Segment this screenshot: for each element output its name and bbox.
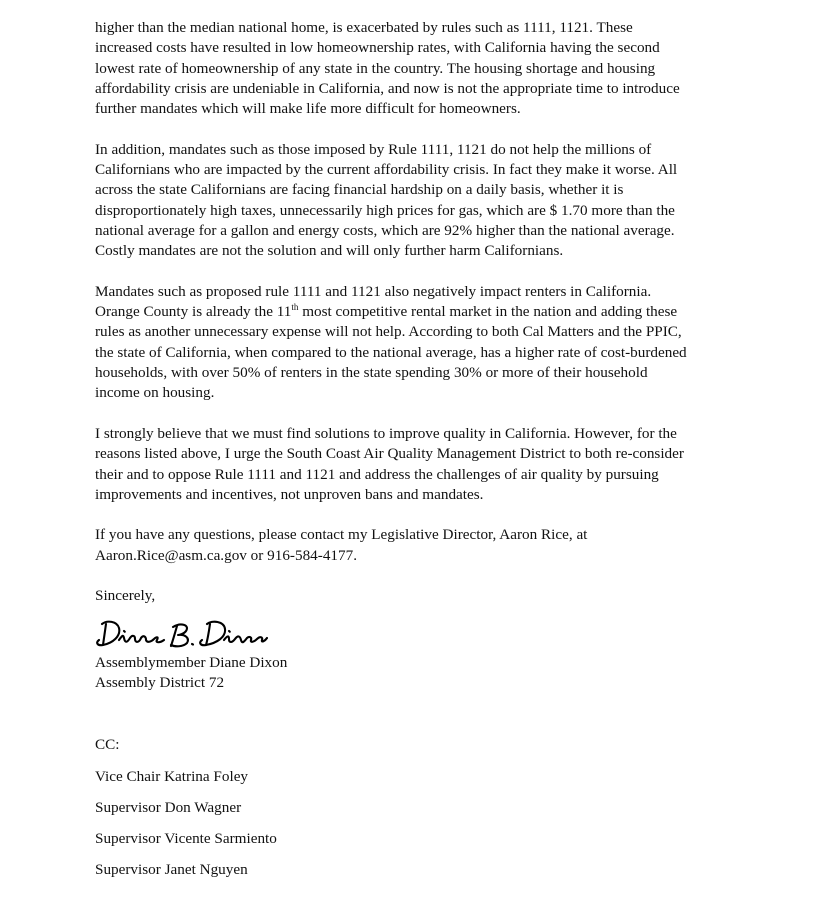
text-line: disproportionately high taxes, unnecessarily high prices for gas, which are $ 1.70 more than the [95,201,675,219]
text-line: further mandates which will make life more difficult for homeowners. [95,100,521,118]
text-line: across the state Californians are facing financial hardship on a daily basis, whether it is [95,181,624,199]
text-line: affordability crisis are undeniable in California, and now is not the appropriate time to introduce [95,79,680,97]
paragraph-renters [95,282,745,404]
text-fragment: most competitive rental market in the nation and adding these [298,303,678,321]
cc-recipient: Supervisor Janet Nguyen [95,861,248,878]
text-line: Costly mandates are not the solution and will only further harm Californians. [95,242,564,260]
signature-block [95,653,287,694]
text-line: If you have any questions, please contact my Legislative Director, Aaron Rice, at [95,526,588,544]
closing-text: Sincerely, [95,587,156,605]
paragraph-housing-costs [95,18,745,119]
letter-body [95,18,745,627]
text-line: higher than the median national home, is exacerbated by rules such as 1111, 1121. These [95,19,633,36]
text-line: the state of California, when compared to the national average, has a higher rate of cost-burdened [95,343,687,361]
paragraph-affordability [95,140,745,262]
text-line: households, with over 50% of renters in the state spending 30% or more of their household [95,364,648,382]
text-line: increased costs have resulted in low homeownership rates, with California having the second [95,39,660,57]
cc-recipient: Vice Chair Katrina Foley [95,768,249,785]
text-line: I strongly believe that we must find solutions to improve quality in California. However, for the [95,424,677,442]
text-fragment: Orange County is already the 11 [95,303,292,321]
text-line: improvements and incentives, not unproven bans and mandates. [95,485,484,503]
text-line: national average for a gallon and energy costs, which are 92% higher than the national average. [95,221,675,239]
text-line: lowest rate of homeownership of any state in the country. The housing shortage and housing [95,59,656,77]
cc-recipient: Supervisor Vicente Sarmiento [95,830,277,847]
text-line: rules as another unnecessary expense will not help. According to both Cal Matters and the PPIC, [95,323,682,341]
cc-recipient: Supervisor Don Wagner [95,799,242,816]
ordinal-superscript: th [291,302,299,313]
text-line: Mandates such as proposed rule 1111 and 1121 also negatively impact renters in California. [95,282,652,300]
text-line-with-superscript [95,302,745,322]
text-line: Californians who are impacted by the current affordability crisis. In fact they make it worse. All [95,161,678,179]
closing [95,586,745,606]
signer-name: Assemblymember Diane Dixon [95,654,288,671]
handwritten-signature [93,612,268,654]
cc-label: CC: [95,736,120,753]
signer-district: Assembly District 72 [95,674,225,692]
text-line: In addition, mandates such as those imposed by Rule 1111, 1121 do not help the millions of [95,140,652,158]
paragraph-contact [95,525,745,566]
paragraph-request [95,424,745,505]
text-line: Aaron.Rice@asm.ca.gov or 916-584-4177. [95,546,357,564]
text-line: reasons listed above, I urge the South Coast Air Quality Management District to both re-consider [95,445,684,463]
text-line: income on housing. [95,384,215,402]
text-line: their and to oppose Rule 1111 and 1121 and address the challenges of air quality by pursuing [95,465,659,483]
